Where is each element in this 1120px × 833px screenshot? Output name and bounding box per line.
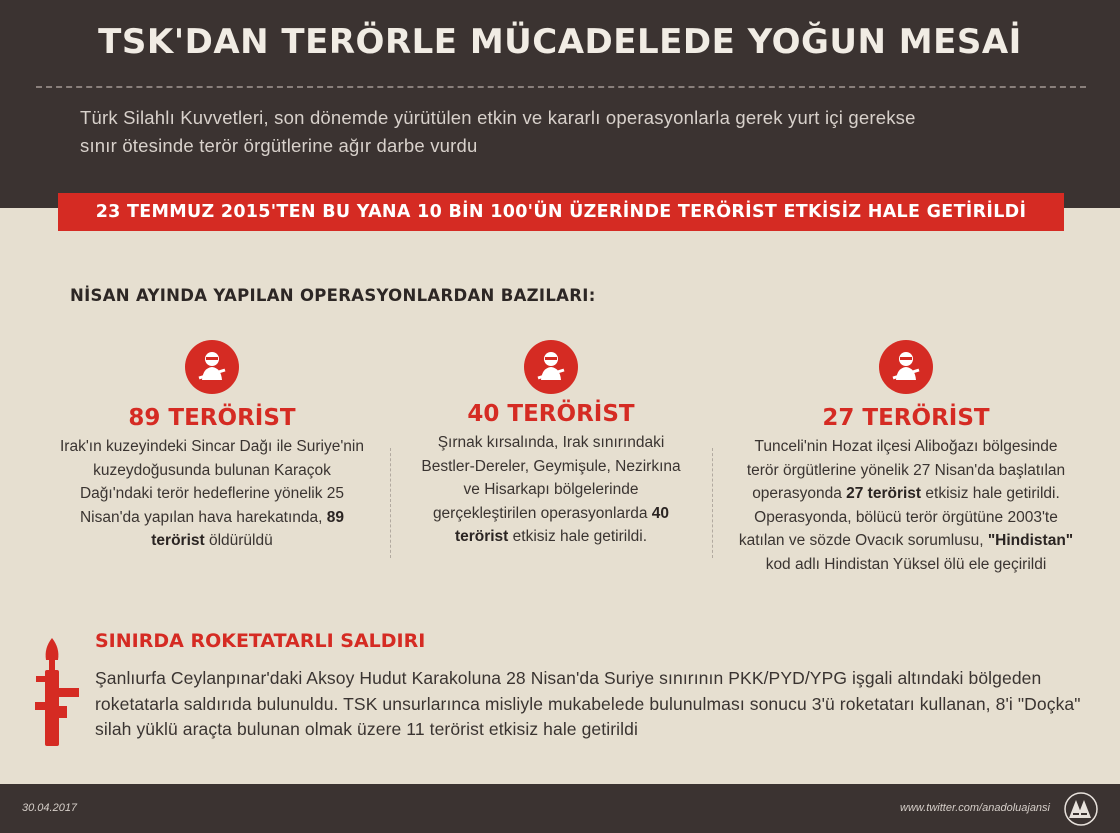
operation-description bbox=[48, 435, 376, 553]
column-divider bbox=[712, 448, 713, 558]
operation-description bbox=[402, 431, 700, 549]
desc-line: öldürüldü bbox=[208, 532, 273, 549]
desc-line: gerçekleştirilen operasyonlarda bbox=[432, 504, 648, 522]
column-divider bbox=[390, 448, 391, 558]
operations-heading: NİSAN AYINDA YAPILAN OPERASYONLARDAN BAZILARI: bbox=[70, 286, 596, 305]
desc-line: Şırnak kırsalında, Irak sınırındaki bbox=[437, 434, 665, 451]
desc-line: terör örgütlerine yönelik 27 Nisan'da başlatılan bbox=[746, 461, 1066, 479]
desc-line: Nisan'da yapılan hava harekatında, bbox=[79, 508, 323, 526]
footer bbox=[0, 784, 1120, 833]
header-panel bbox=[0, 0, 1120, 208]
operation-card bbox=[730, 340, 1082, 576]
desc-line: kuzeydoğusunda bulunan Karaçok bbox=[93, 461, 331, 479]
desc-bold: "Hindistan" bbox=[987, 532, 1074, 549]
desc-line: etkisiz hale getirildi. bbox=[925, 485, 1060, 502]
aa-logo-icon bbox=[1064, 792, 1098, 826]
desc-line: kod adlı Hindistan Yüksel ölü ele geçirildi bbox=[765, 555, 1047, 573]
desc-line: Operasyonda, bölücü terör örgütüne 2003'te bbox=[754, 508, 1058, 526]
terrorist-icon bbox=[185, 340, 239, 394]
operation-card bbox=[402, 340, 700, 549]
desc-line: Irak'ın kuzeyindeki Sincar Dağı ile Suriye'nin bbox=[59, 438, 364, 455]
intro-line: sınır ötesinde terör örgütlerine ağır darbe vurdu bbox=[80, 135, 478, 156]
desc-bold: 40 bbox=[651, 504, 670, 522]
rocket-launcher-icon bbox=[30, 636, 82, 748]
desc-line: katılan ve sözde Ovacık sorumlusu, bbox=[738, 532, 984, 549]
twitter-link[interactable]: www.twitter.com/anadoluajansi bbox=[900, 802, 1050, 814]
rocket-line: roketatarla saldırıda bulunuldu. TSK unsurlarınca misliyle mukabelede bulunulması sonucu 3'ü roketatarı kullanan, 8'i "Doçka" bbox=[95, 693, 1081, 714]
desc-line: ve Hisarkapı bölgelerinde bbox=[463, 481, 639, 498]
terrorist-count: 27 TERÖRİST bbox=[822, 405, 990, 431]
desc-bold: 27 terörist bbox=[846, 485, 922, 502]
terrorist-icon bbox=[524, 340, 578, 394]
rocket-line: silah yüklü araçta bulunan olmak üzere 11 terörist etkisiz hale getirildi bbox=[95, 719, 638, 739]
desc-bold: terörist bbox=[454, 528, 509, 545]
page-title: TSK'DAN TERÖRLE MÜCADELEDE YOĞUN MESAİ bbox=[98, 22, 1022, 62]
desc-line: operasyonda bbox=[752, 485, 842, 502]
desc-line: Dağı'ndaki terör hedeflerine yönelik 25 bbox=[79, 485, 345, 502]
desc-bold: 89 bbox=[326, 508, 345, 526]
desc-bold: terörist bbox=[151, 532, 205, 549]
intro-line: Türk Silahlı Kuvvetleri, son dönemde yürütülen etkin ve kararlı operasyonlarla gerek yurt içi gerekse bbox=[80, 107, 916, 128]
rocket-line: Şanlıurfa Ceylanpınar'daki Aksoy Hudut Karakoluna 28 Nisan'da Suriye sınırının PKK/PYD/YPG işgali altındaki bölgeden bbox=[95, 668, 1042, 688]
rocket-section-text bbox=[95, 666, 1095, 743]
divider bbox=[36, 86, 1086, 88]
rocket-section-title: SINIRDA ROKETATARLI SALDIRI bbox=[95, 630, 426, 652]
highlight-banner: 23 TEMMUZ 2015'TEN BU YANA 10 BİN 100'ÜN ÜZERİNDE TERÖRİST ETKİSİZ HALE GETİRİLDİ bbox=[58, 193, 1064, 231]
desc-line: Bestler-Dereler, Geymişule, Nezirkına bbox=[421, 457, 681, 475]
desc-line: etkisiz hale getirildi. bbox=[512, 528, 648, 545]
terrorist-count: 40 TERÖRİST bbox=[467, 401, 635, 427]
terrorist-icon bbox=[879, 340, 933, 394]
terrorist-count: 89 TERÖRİST bbox=[128, 405, 296, 431]
intro-text bbox=[80, 104, 1060, 160]
operation-description bbox=[730, 435, 1082, 576]
publish-date: 30.04.2017 bbox=[22, 802, 78, 814]
operation-card bbox=[48, 340, 376, 553]
desc-line: Tunceli'nin Hozat ilçesi Aliboğazı bölgesinde bbox=[754, 438, 1058, 455]
